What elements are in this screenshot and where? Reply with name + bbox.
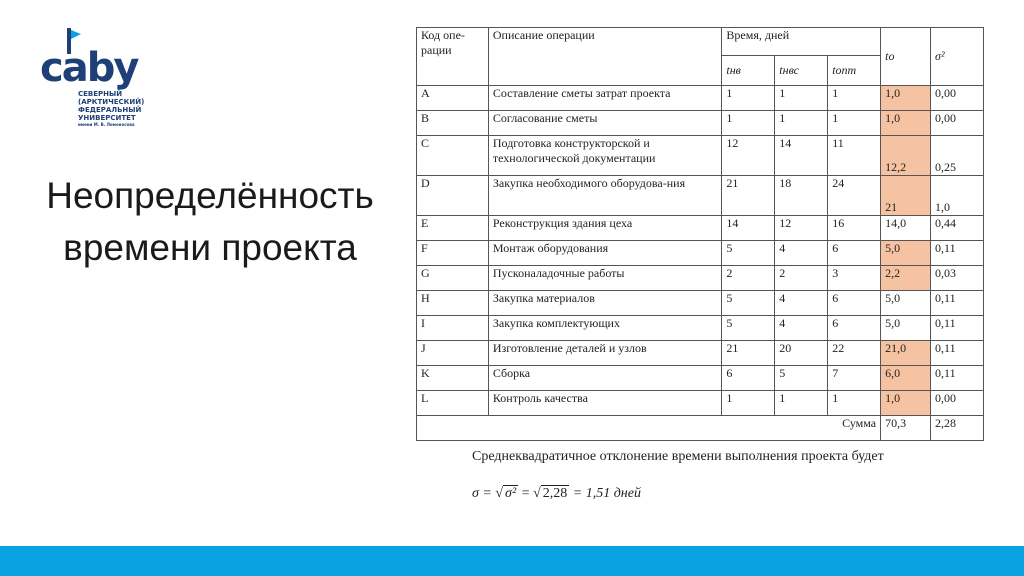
logo-line: (АРКТИЧЕСКИЙ)	[78, 98, 145, 106]
sum-sigma2: 2,28	[931, 416, 984, 441]
header-description: Описание операции	[488, 28, 722, 86]
table-row	[417, 341, 984, 366]
cell-t0: 6,0	[881, 366, 931, 391]
footer-bar	[0, 546, 1024, 576]
cell-t-ml: 1	[775, 111, 828, 136]
table-row	[417, 216, 984, 241]
table-row	[417, 316, 984, 341]
cell-t-pess: 1	[722, 86, 775, 111]
std-dev-note: Среднеквадратичное отклонение времени выполнения проекта будет	[472, 449, 884, 464]
logo-line: ФЕДЕРАЛЬНЫЙ	[78, 106, 142, 114]
cell-t-ml: 4	[775, 241, 828, 266]
cell-description: Составление сметы затрат проекта	[488, 86, 722, 111]
cell-description: Согласование сметы	[488, 111, 722, 136]
cell-t-pess: 1	[722, 391, 775, 416]
header-t-opt: tопт	[828, 56, 881, 86]
logo-small-line: имени М. В. Ломоносова	[78, 122, 135, 127]
cell-description: Закупка материалов	[488, 291, 722, 316]
header-sigma2: σ²	[931, 28, 984, 86]
cell-sigma2: 0,11	[931, 241, 984, 266]
cell-code: E	[417, 216, 489, 241]
cell-t-opt: 1	[828, 86, 881, 111]
cell-t-pess: 14	[722, 216, 775, 241]
cell-t-ml: 2	[775, 266, 828, 291]
cell-description: Сборка	[488, 366, 722, 391]
table-row	[417, 86, 984, 111]
formula-result: = 1,51 дней	[572, 486, 641, 501]
cell-t-opt: 6	[828, 241, 881, 266]
cell-t-opt: 6	[828, 316, 881, 341]
cell-t-pess: 5	[722, 241, 775, 266]
cell-t0: 2,2	[881, 266, 931, 291]
cell-t-pess: 21	[722, 176, 775, 216]
table-row	[417, 111, 984, 136]
cell-description: Монтаж оборудования	[488, 241, 722, 266]
cell-sigma2: 0,11	[931, 341, 984, 366]
logo-line: УНИВЕРСИТЕТ	[78, 114, 136, 122]
cell-t0: 1,0	[881, 86, 931, 111]
cell-description: Контроль качества	[488, 391, 722, 416]
cell-t-pess: 12	[722, 136, 775, 176]
table-row	[417, 391, 984, 416]
cell-sigma2: 0,00	[931, 391, 984, 416]
operations-table-container	[416, 27, 984, 441]
cell-code: F	[417, 241, 489, 266]
cell-t-opt: 11	[828, 136, 881, 176]
table-row	[417, 266, 984, 291]
logo-word: caby	[40, 45, 138, 91]
cell-code: B	[417, 111, 489, 136]
cell-t-opt: 1	[828, 391, 881, 416]
cell-sigma2: 0,03	[931, 266, 984, 291]
cell-t0: 14,0	[881, 216, 931, 241]
sum-label: Сумма	[417, 416, 881, 441]
cell-sigma2: 0,00	[931, 111, 984, 136]
cell-code: G	[417, 266, 489, 291]
cell-sigma2: 0,11	[931, 316, 984, 341]
cell-t-ml: 5	[775, 366, 828, 391]
cell-t0: 5,0	[881, 291, 931, 316]
cell-description: Закупка комплектующих	[488, 316, 722, 341]
table-row	[417, 366, 984, 391]
table-row	[417, 176, 984, 216]
formula-radicand-1: σ²	[505, 486, 517, 501]
cell-description: Закупка необходимого оборудова-ния	[488, 176, 722, 216]
cell-t-pess: 2	[722, 266, 775, 291]
cell-description: Реконструкция здания цеха	[488, 216, 722, 241]
cell-t0: 1,0	[881, 111, 931, 136]
header-time: Время, дней	[722, 28, 881, 56]
cell-sigma2: 0,44	[931, 216, 984, 241]
cell-t-ml: 12	[775, 216, 828, 241]
table-row	[417, 291, 984, 316]
cell-description: Подготовка конструкторской и технологической документации	[488, 136, 722, 176]
cell-t0: 12,2	[881, 136, 931, 176]
cell-sigma2: 0,11	[931, 291, 984, 316]
cell-t-opt: 1	[828, 111, 881, 136]
operations-table	[416, 27, 984, 441]
cell-t-pess: 6	[722, 366, 775, 391]
cell-code: J	[417, 341, 489, 366]
slide-title-line2: времени проекта	[63, 227, 357, 268]
sum-t0: 70,3	[881, 416, 931, 441]
cell-t-opt: 6	[828, 291, 881, 316]
table-row	[417, 241, 984, 266]
cell-sigma2: 0,11	[931, 366, 984, 391]
cell-t-pess: 5	[722, 316, 775, 341]
cell-t-pess: 21	[722, 341, 775, 366]
header-code: Код опе-рации	[417, 28, 489, 86]
cell-sigma2: 1,0	[931, 176, 984, 216]
header-t0: tо	[881, 28, 931, 86]
cell-t-ml: 18	[775, 176, 828, 216]
cell-t-ml: 1	[775, 86, 828, 111]
slide-title-line1: Неопределённость	[46, 175, 374, 216]
logo-line: СЕВЕРНЫЙ	[78, 90, 123, 98]
cell-t0: 21	[881, 176, 931, 216]
formula-lhs: σ =	[472, 486, 492, 501]
slide-title	[15, 170, 405, 274]
cell-t-opt: 7	[828, 366, 881, 391]
university-logo	[40, 28, 150, 148]
cell-t-pess: 1	[722, 111, 775, 136]
header-t-pess: tнв	[722, 56, 775, 86]
cell-t0: 5,0	[881, 241, 931, 266]
formula-eq: =	[521, 486, 530, 501]
cell-sigma2: 0,00	[931, 86, 984, 111]
cell-code: A	[417, 86, 489, 111]
cell-t-pess: 5	[722, 291, 775, 316]
cell-t-ml: 4	[775, 316, 828, 341]
table-body	[417, 86, 984, 416]
cell-t-opt: 3	[828, 266, 881, 291]
logo-university-name	[78, 90, 160, 128]
cell-t-ml: 1	[775, 391, 828, 416]
header-t-ml: tнвс	[775, 56, 828, 86]
cell-t-ml: 4	[775, 291, 828, 316]
cell-t-ml: 14	[775, 136, 828, 176]
cell-t0: 5,0	[881, 316, 931, 341]
cell-code: L	[417, 391, 489, 416]
cell-t-ml: 20	[775, 341, 828, 366]
cell-code: H	[417, 291, 489, 316]
std-dev-formula: σ = √ σ² = √ 2,28 = 1,51 дней	[472, 486, 641, 501]
formula-radicand-2: 2,28	[542, 486, 568, 501]
cell-code: C	[417, 136, 489, 176]
cell-t-opt: 22	[828, 341, 881, 366]
cell-sigma2: 0,25	[931, 136, 984, 176]
cell-t0: 21,0	[881, 341, 931, 366]
cell-t-opt: 24	[828, 176, 881, 216]
cell-description: Пусконаладочные работы	[488, 266, 722, 291]
cell-description: Изготовление деталей и узлов	[488, 341, 722, 366]
cell-t0: 1,0	[881, 391, 931, 416]
cell-code: I	[417, 316, 489, 341]
cell-t-opt: 16	[828, 216, 881, 241]
cell-code: K	[417, 366, 489, 391]
cell-code: D	[417, 176, 489, 216]
table-row	[417, 136, 984, 176]
